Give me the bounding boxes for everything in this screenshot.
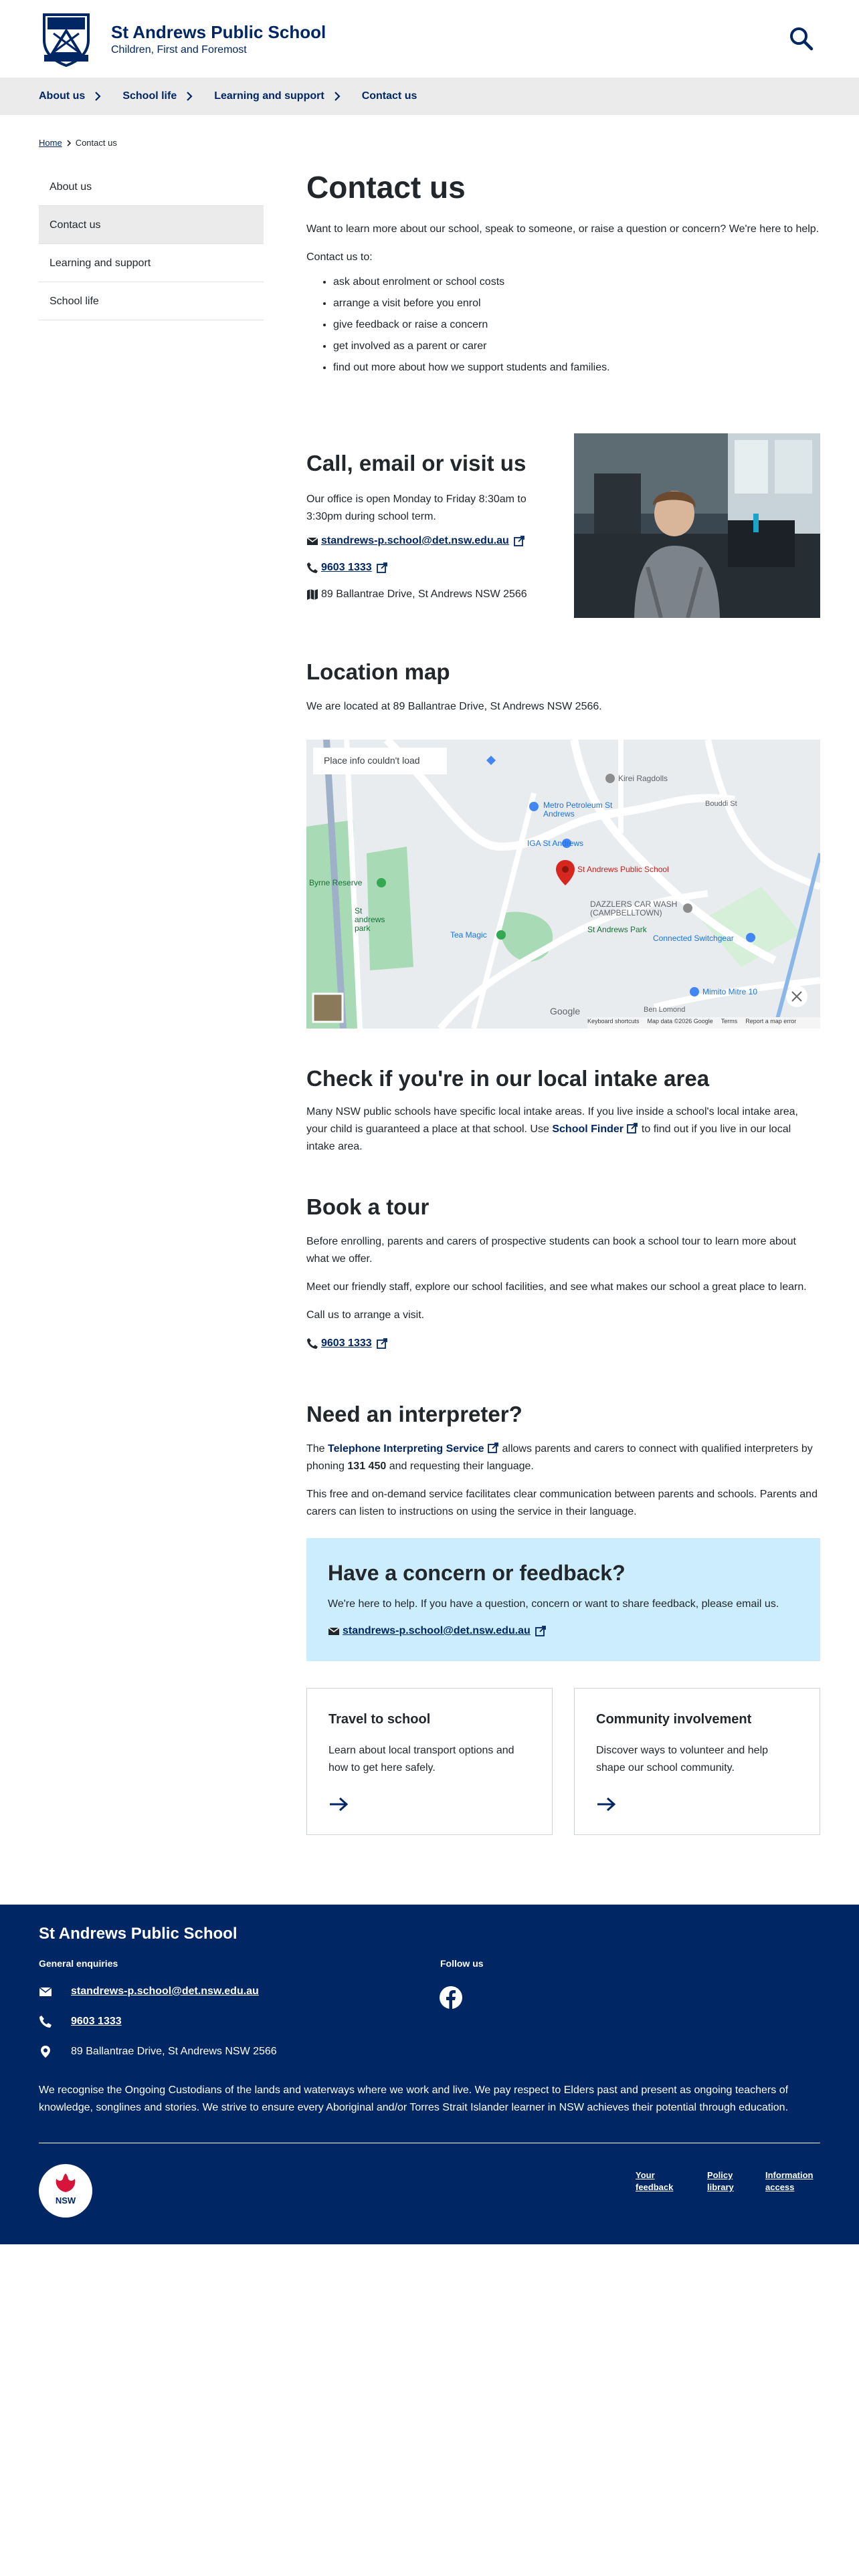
tour-p3: Call us to arrange a visit. — [306, 1309, 425, 1321]
list-item: • arrange a visit before you enrol — [333, 293, 820, 314]
side-item-about-us[interactable]: About us — [39, 168, 264, 206]
footer-link-line: access — [765, 2182, 795, 2192]
intake-text-before: Many NSW public schools have specific local intake areas. If you live inside a school's local intake area, your child is guaranteed a place at that school. Use — [306, 1106, 798, 1135]
nav-label: School life — [122, 90, 177, 102]
external-link-icon — [376, 1337, 388, 1350]
map-label: Ben Lomond — [644, 1006, 686, 1014]
phone-link[interactable]: 9603 1333 — [321, 562, 372, 573]
page-title: Contact us — [306, 170, 466, 205]
interpreter-text — [306, 1440, 820, 1475]
location-title: Location map — [306, 659, 450, 684]
map-label: IGA St Andrews — [527, 839, 584, 848]
nav-label: About us — [39, 90, 86, 102]
site-footer — [0, 1905, 859, 2244]
external-link-icon — [535, 1625, 547, 1637]
nsw-logo-text: NSW — [55, 2195, 76, 2206]
map-label: Google — [550, 1006, 581, 1016]
email-line — [306, 532, 547, 550]
list-item: • get involved as a parent or carer — [333, 336, 820, 357]
call-section — [306, 433, 820, 621]
nav-label: Contact us — [361, 90, 417, 102]
tour-phone-line — [306, 1335, 820, 1352]
card-title: Travel to school — [328, 1712, 431, 1727]
footer-acknowledgement: We recognise the Ongoing Custodians of the lands and waterways where we work and live. We pay respect to Elders past and present as ongoing teachers of knowledge, songlines and stories. We strive to ensure every Aboriginal and/or Torres Strait Islander learner in NSW achieves their potential through education. — [39, 2084, 789, 2113]
footer-phone-link[interactable]: 9603 1333 — [71, 2016, 122, 2027]
chevron-right-icon — [186, 92, 193, 101]
school-finder-link[interactable]: School Finder — [552, 1123, 624, 1135]
intake-section — [306, 1065, 820, 1156]
location-pin-icon — [39, 2045, 52, 2058]
interpreter-text-end: and requesting their language. — [389, 1461, 534, 1472]
map-label: St andrews park — [355, 906, 385, 933]
waratah-icon — [52, 2172, 79, 2193]
breadcrumb — [39, 138, 117, 148]
footer-enquiries-title: General enquiries — [39, 1958, 118, 1969]
tour-title: Book a tour — [306, 1194, 430, 1219]
footer-school-name: St Andrews Public School — [39, 1925, 237, 1943]
map-keyboard-shortcuts[interactable]: Keyboard shortcuts — [587, 1018, 640, 1025]
map-label: Tea Magic — [450, 930, 487, 940]
office-photo — [574, 433, 820, 618]
map-label: St Andrews Park — [587, 925, 647, 934]
footer-email-line — [39, 1985, 259, 1998]
intro-section — [306, 169, 820, 379]
community-card[interactable] — [574, 1688, 820, 1835]
address-line — [306, 586, 547, 603]
concern-email-line — [328, 1622, 799, 1640]
map-label: Metro Petroleum St Andrews — [543, 800, 613, 819]
phone-icon — [306, 562, 318, 574]
interpreting-service-link[interactable]: Telephone Interpreting Service — [328, 1443, 484, 1455]
tour-p2: Meet our friendly staff, explore our school facilities, and see what makes our school a great place to learn. — [306, 1281, 807, 1293]
map-label: Connected Switchgear — [653, 934, 734, 943]
map-report-error[interactable]: Report a map error — [745, 1018, 797, 1025]
travel-card[interactable] — [306, 1688, 553, 1835]
tour-phone-link[interactable]: 9603 1333 — [321, 1337, 372, 1349]
external-link-icon — [626, 1122, 638, 1134]
mail-icon — [39, 1985, 52, 1998]
office-hours: Our office is open Monday to Friday 8:30am to 3:30pm during school term. — [306, 494, 527, 522]
main-nav — [0, 78, 859, 115]
interpreter-title: Need an interpreter? — [306, 1402, 522, 1426]
location-text: We are located at 89 Ballantrae Drive, St Andrews NSW 2566. — [306, 701, 602, 712]
intake-title: Check if you're in our local intake area — [306, 1066, 710, 1091]
arrow-right-icon[interactable] — [596, 1797, 616, 1812]
chevron-right-icon — [94, 92, 101, 101]
nsw-logo[interactable] — [39, 2164, 92, 2218]
site-header — [0, 0, 859, 78]
phone-line — [306, 559, 547, 576]
nav-about-us[interactable] — [39, 90, 101, 102]
list-item: • ask about enrolment or school costs — [333, 272, 820, 293]
nav-label: Learning and support — [214, 90, 324, 102]
card-text: Learn about local transport options and how to get here safely. — [328, 1745, 514, 1774]
site-motto: Children, First and Foremost — [111, 44, 247, 56]
intro-list-label: Contact us to: — [306, 251, 373, 263]
map-pin-label[interactable]: St Andrews Public School — [577, 865, 669, 874]
footer-link-line: Your — [636, 2170, 655, 2180]
phone-icon — [39, 2015, 52, 2028]
breadcrumb-current: Contact us — [75, 138, 117, 148]
footer-address-line — [39, 2045, 277, 2058]
map-terms[interactable]: Terms — [721, 1018, 738, 1025]
call-title: Call, email or visit us — [306, 451, 527, 475]
side-item-school-life[interactable]: School life — [39, 282, 264, 320]
map-label: Mimito Mitre 10 — [702, 987, 758, 996]
footer-email-link[interactable]: standrews-p.school@det.nsw.edu.au — [71, 1985, 259, 1997]
tour-p1: Before enrolling, parents and carers of prospective students can book a school tour to learn more about what we offer. — [306, 1236, 796, 1265]
chevron-right-icon — [66, 140, 72, 146]
footer-link-feedback[interactable] — [636, 2169, 673, 2193]
nav-school-life[interactable] — [122, 90, 193, 102]
card-text: Discover ways to volunteer and help shape our school community. — [596, 1745, 769, 1774]
reasons-list — [333, 272, 820, 379]
footer-link-line: feedback — [636, 2182, 674, 2192]
location-section — [306, 658, 820, 1029]
map-label: Bouddi St — [705, 800, 737, 808]
intake-text — [306, 1103, 820, 1156]
nav-contact-us[interactable] — [362, 90, 417, 102]
address-text: 89 Ballantrae Drive, St Andrews NSW 2566 — [321, 588, 527, 600]
search-icon[interactable] — [788, 25, 815, 52]
footer-link-line: Policy — [707, 2170, 733, 2180]
card-title: Community involvement — [596, 1712, 752, 1727]
side-item-learning-support[interactable]: Learning and support — [39, 244, 264, 282]
map-label: DAZZLERS CAR WASH (CAMPBELLTOWN) — [590, 899, 678, 918]
footer-link-line: library — [707, 2182, 734, 2192]
interpreter-text-mid: allows parents and carers to connect with qualified interpreters by phoning — [306, 1443, 813, 1472]
site-title[interactable]: St Andrews Public School — [111, 22, 326, 42]
nav-learning-support[interactable] — [214, 90, 340, 102]
facebook-icon[interactable] — [440, 1986, 462, 2009]
tour-section — [306, 1193, 820, 1352]
footer-address: 89 Ballantrae Drive, St Andrews NSW 2566 — [71, 2046, 277, 2057]
external-link-icon — [487, 1442, 499, 1454]
map-canvas[interactable] — [306, 740, 820, 1029]
side-item-contact-us[interactable]: Contact us — [39, 206, 264, 244]
interpreter-section — [306, 1400, 820, 1521]
footer-link-policy[interactable] — [707, 2169, 734, 2193]
map-data-credit: Map data ©2026 Google — [647, 1018, 713, 1025]
intake-text-after: to find out if you live in our local intake area. — [306, 1123, 791, 1152]
link-cards — [306, 1688, 820, 1835]
external-link-icon — [376, 562, 388, 574]
mail-icon — [306, 535, 318, 547]
external-link-icon — [513, 535, 525, 547]
intro-lead: Want to learn more about our school, speak to someone, or raise a question or concern? We're here to help. — [306, 223, 820, 235]
concern-email-link[interactable]: standrews-p.school@det.nsw.edu.au — [343, 1625, 531, 1636]
interpreter-text-pre: The — [306, 1443, 325, 1455]
map-notice: Place info couldn't load — [324, 755, 420, 766]
interpreter-p2: This free and on-demand service facilitates clear communication between parents and schools. Parents and carers can listen to instructions on using the service in their language. — [306, 1489, 818, 1517]
footer-follow-title: Follow us — [440, 1958, 484, 1969]
map-footer — [587, 1018, 796, 1025]
arrow-right-icon[interactable] — [328, 1797, 349, 1812]
email-link[interactable]: standrews-p.school@det.nsw.edu.au — [321, 535, 509, 546]
list-item: • give feedback or raise a concern — [333, 314, 820, 336]
footer-phone-line — [39, 2015, 122, 2028]
map-icon — [306, 588, 318, 601]
concern-title: Have a concern or feedback? — [328, 1561, 626, 1585]
concern-text: We're here to help. If you have a question, concern or want to share feedback, please email us. — [328, 1598, 779, 1610]
location-map[interactable] — [306, 740, 820, 1029]
chevron-right-icon — [334, 92, 341, 101]
phone-icon — [306, 1337, 318, 1350]
map-label: Byrne Reserve — [309, 878, 363, 887]
list-item: • find out more about how we support students and families. — [333, 357, 820, 379]
footer-link-information[interactable] — [765, 2169, 814, 2193]
school-crest-icon[interactable] — [39, 11, 94, 67]
map-label: Kirei Ragdolls — [618, 774, 668, 783]
interpreter-number: 131 450 — [347, 1461, 387, 1472]
side-nav — [39, 168, 264, 320]
concern-callout — [306, 1538, 820, 1661]
breadcrumb-home-link[interactable]: Home — [39, 138, 62, 148]
concern-section — [306, 1538, 820, 1835]
mail-icon — [328, 1625, 340, 1637]
footer-link-line: Information — [765, 2170, 814, 2180]
